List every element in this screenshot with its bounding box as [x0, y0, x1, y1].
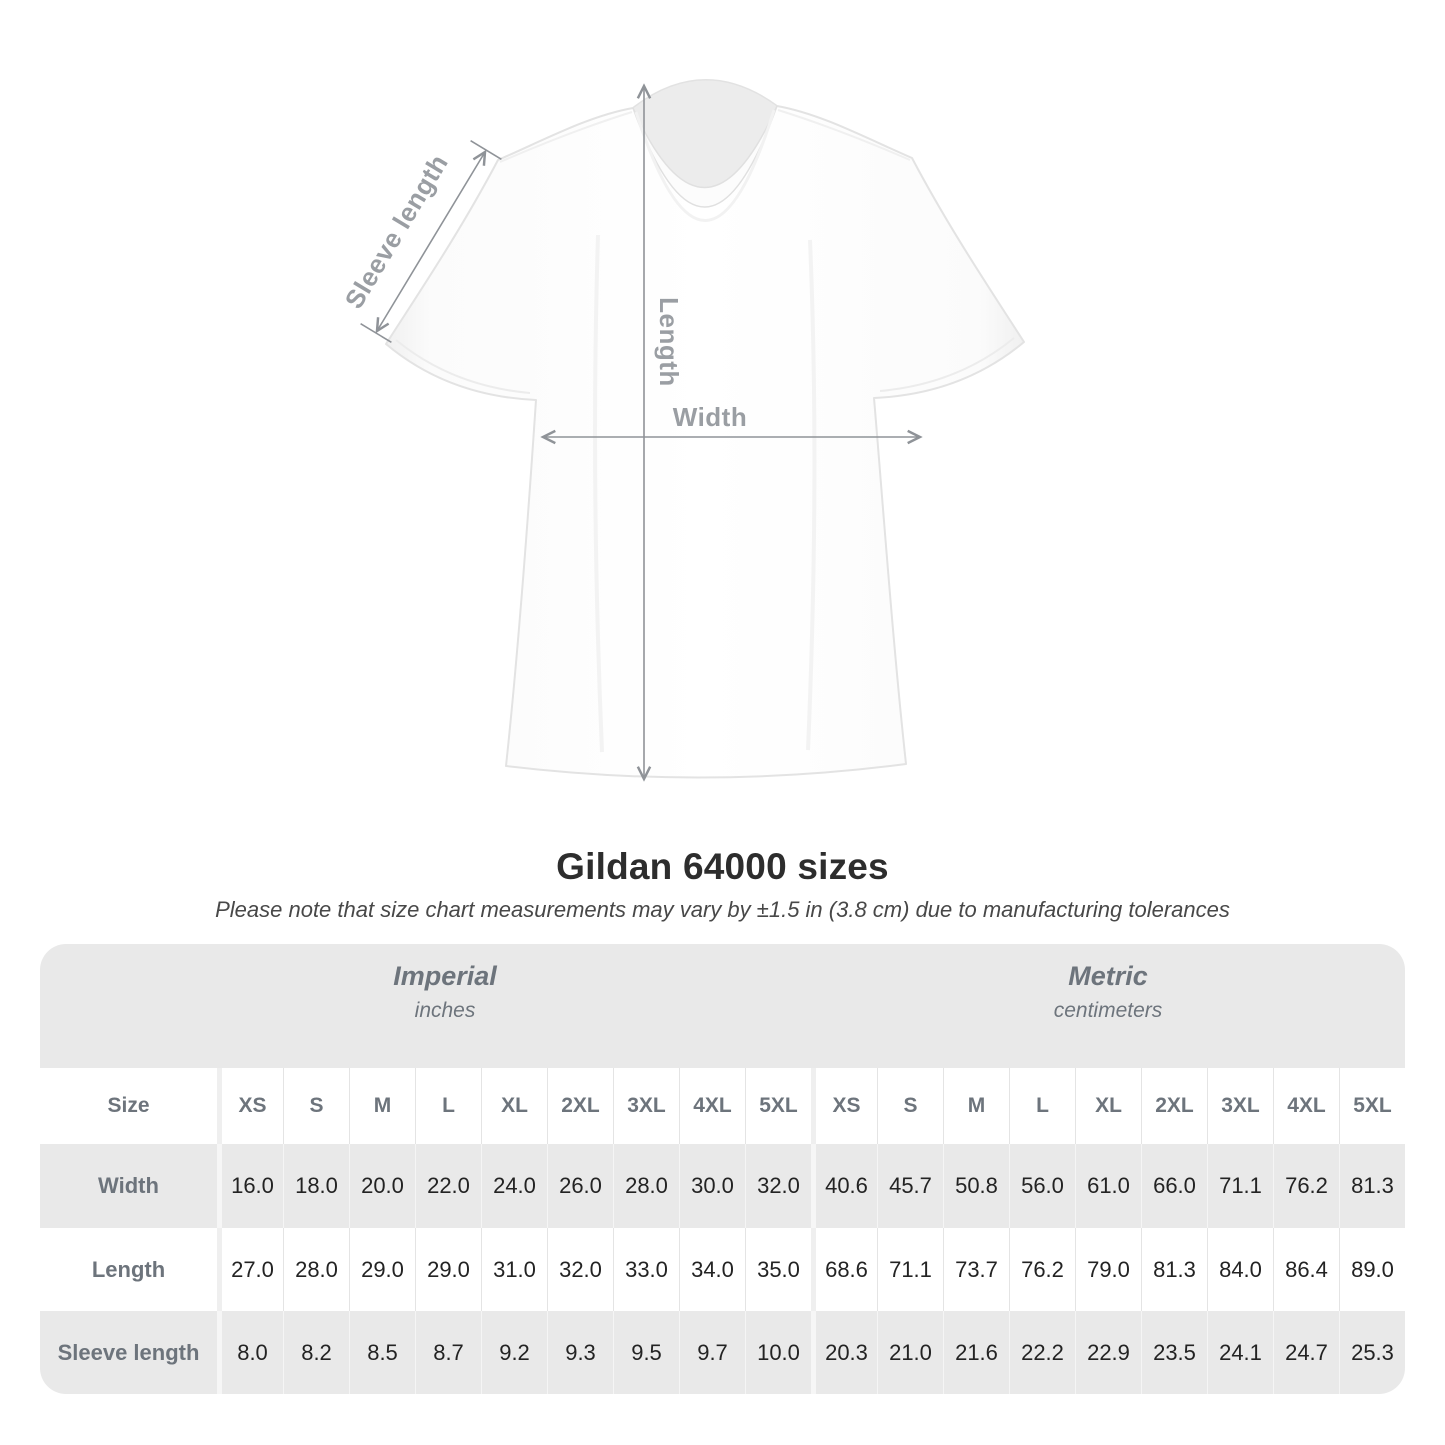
imperial-value-cell: 22.0 [415, 1144, 481, 1228]
imperial-section-header [393, 944, 497, 1023]
imperial-value-cell: 28.0 [613, 1144, 679, 1228]
metric-value-cell: 24.1 [1207, 1311, 1273, 1394]
imperial-value-cell: 9.5 [613, 1311, 679, 1394]
row-label: Length [40, 1228, 217, 1311]
imperial-value-cell: 28.0 [283, 1228, 349, 1311]
imperial-value-cell: 8.5 [349, 1311, 415, 1394]
imperial-value-cell: 26.0 [547, 1144, 613, 1228]
sleeve-length-label: Sleeve length [338, 149, 454, 314]
metric-value-cell: 71.1 [1207, 1144, 1273, 1228]
imperial-value-cell: 20.0 [349, 1144, 415, 1228]
metric-value-cell: 79.0 [1075, 1228, 1141, 1311]
imperial-unit: inches [414, 999, 476, 1022]
imperial-value-cell: 9.7 [679, 1311, 745, 1394]
size-grid [40, 1068, 1405, 1394]
units-band [40, 944, 1405, 1068]
metric-section-header [1054, 944, 1163, 1023]
imperial-size-column-header: M [349, 1068, 415, 1144]
imperial-value-cell: 34.0 [679, 1228, 745, 1311]
metric-size-column-header: 4XL [1273, 1068, 1339, 1144]
page-title: Gildan 64000 sizes [556, 846, 889, 887]
imperial-value-cell: 29.0 [349, 1228, 415, 1311]
imperial-value-cell: 8.2 [283, 1311, 349, 1394]
imperial-value-cell: 35.0 [745, 1228, 811, 1311]
metric-value-cell: 68.6 [811, 1228, 877, 1311]
imperial-size-column-header: XL [481, 1068, 547, 1144]
imperial-size-column-header: 5XL [745, 1068, 811, 1144]
imperial-value-cell: 8.0 [217, 1311, 283, 1394]
metric-size-column-header: 2XL [1141, 1068, 1207, 1144]
metric-value-cell: 61.0 [1075, 1144, 1141, 1228]
metric-value-cell: 66.0 [1141, 1144, 1207, 1228]
metric-size-column-header: XL [1075, 1068, 1141, 1144]
metric-value-cell: 40.6 [811, 1144, 877, 1228]
imperial-value-cell: 8.7 [415, 1311, 481, 1394]
imperial-value-cell: 31.0 [481, 1228, 547, 1311]
metric-value-cell: 21.0 [877, 1311, 943, 1394]
size-table [40, 944, 1405, 1394]
metric-size-column-header: S [877, 1068, 943, 1144]
metric-size-column-header: L [1009, 1068, 1075, 1144]
metric-unit: centimeters [1053, 999, 1163, 1022]
imperial-value-cell: 32.0 [547, 1228, 613, 1311]
metric-value-cell: 24.7 [1273, 1311, 1339, 1394]
imperial-value-cell: 29.0 [415, 1228, 481, 1311]
metric-value-cell: 81.3 [1339, 1144, 1405, 1228]
metric-value-cell: 86.4 [1273, 1228, 1339, 1311]
metric-size-column-header: 3XL [1207, 1068, 1273, 1144]
imperial-size-column-header: XS [217, 1068, 283, 1144]
imperial-title: Imperial [393, 961, 497, 991]
metric-value-cell: 56.0 [1009, 1144, 1075, 1228]
imperial-value-cell: 30.0 [679, 1144, 745, 1228]
row-label: Sleeve length [40, 1311, 217, 1394]
imperial-size-column-header: 4XL [679, 1068, 745, 1144]
imperial-value-cell: 16.0 [217, 1144, 283, 1228]
tolerance-note: Please note that size chart measurements may vary by ±1.5 in (3.8 cm) due to manufacturing tolerances [215, 897, 1230, 922]
metric-size-column-header: 5XL [1339, 1068, 1405, 1144]
imperial-value-cell: 32.0 [745, 1144, 811, 1228]
metric-value-cell: 76.2 [1009, 1228, 1075, 1311]
size-header-cell: Size [40, 1068, 217, 1144]
metric-size-column-header: M [943, 1068, 1009, 1144]
sleeve-tick-top [471, 141, 502, 160]
metric-value-cell: 22.9 [1075, 1311, 1141, 1394]
imperial-size-column-header: S [283, 1068, 349, 1144]
imperial-value-cell: 27.0 [217, 1228, 283, 1311]
metric-value-cell: 45.7 [877, 1144, 943, 1228]
imperial-value-cell: 33.0 [613, 1228, 679, 1311]
metric-value-cell: 20.3 [811, 1311, 877, 1394]
metric-title: Metric [1068, 961, 1148, 991]
metric-value-cell: 81.3 [1141, 1228, 1207, 1311]
imperial-value-cell: 9.2 [481, 1311, 547, 1394]
imperial-value-cell: 24.0 [481, 1144, 547, 1228]
sleeve-tick-bottom [361, 324, 392, 343]
imperial-value-cell: 18.0 [283, 1144, 349, 1228]
metric-value-cell: 23.5 [1141, 1311, 1207, 1394]
metric-value-cell: 22.2 [1009, 1311, 1075, 1394]
metric-value-cell: 71.1 [877, 1228, 943, 1311]
metric-value-cell: 89.0 [1339, 1228, 1405, 1311]
imperial-size-column-header: L [415, 1068, 481, 1144]
metric-value-cell: 50.8 [943, 1144, 1009, 1228]
metric-value-cell: 76.2 [1273, 1144, 1339, 1228]
row-label: Width [40, 1144, 217, 1228]
metric-size-column-header: XS [811, 1068, 877, 1144]
metric-value-cell: 73.7 [943, 1228, 1009, 1311]
imperial-value-cell: 10.0 [745, 1311, 811, 1394]
imperial-size-column-header: 3XL [613, 1068, 679, 1144]
imperial-value-cell: 9.3 [547, 1311, 613, 1394]
width-label: Width [672, 402, 748, 432]
length-label: Length [654, 297, 684, 387]
metric-value-cell: 25.3 [1339, 1311, 1405, 1394]
imperial-size-column-header: 2XL [547, 1068, 613, 1144]
metric-value-cell: 84.0 [1207, 1228, 1273, 1311]
metric-value-cell: 21.6 [943, 1311, 1009, 1394]
